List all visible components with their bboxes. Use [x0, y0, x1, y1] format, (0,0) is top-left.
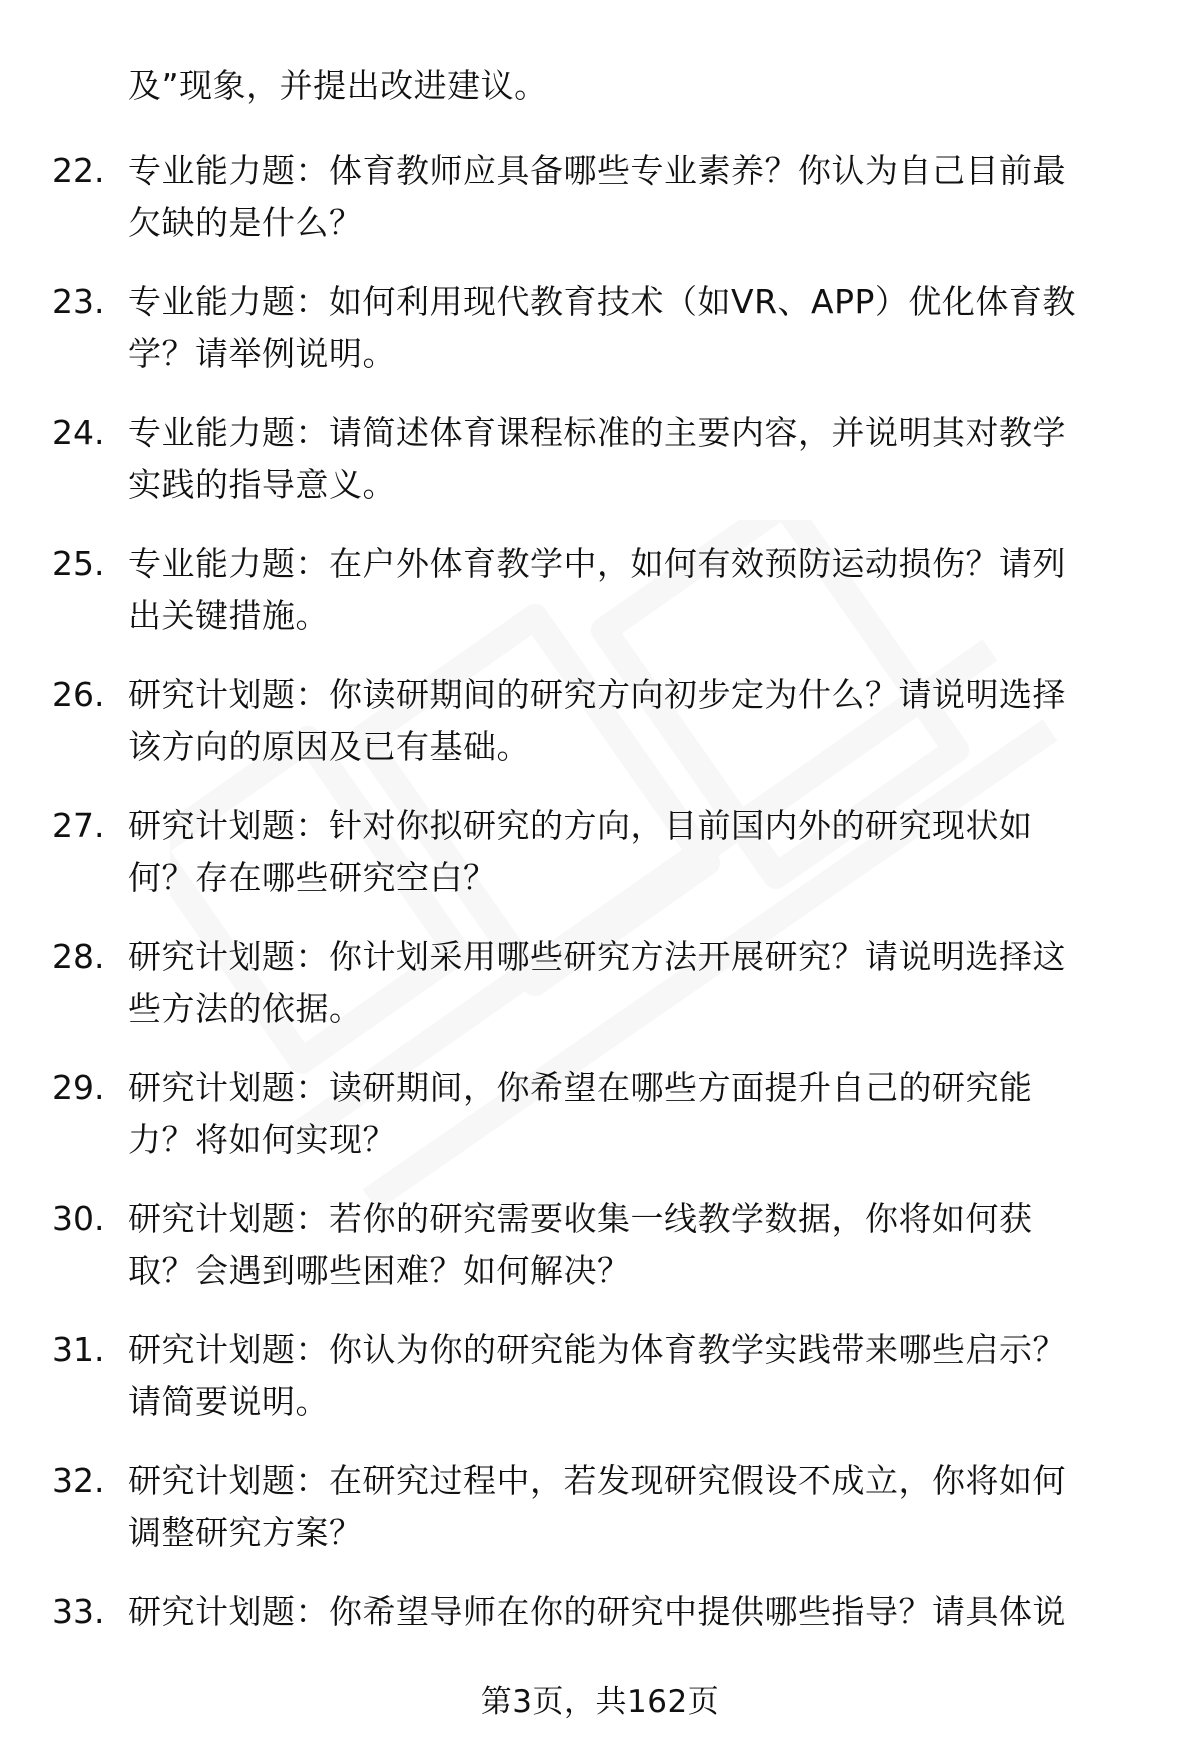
question-number: 25. — [52, 544, 105, 583]
question-number: 31. — [52, 1330, 105, 1369]
question-text-line: 研究计划题：在研究过程中，若发现研究假设不成立，你将如何 — [128, 1461, 1066, 1500]
question-text-line: 专业能力题：在户外体育教学中，如何有效预防运动损伤？请列 — [128, 544, 1066, 583]
question-text-line: 研究计划题：你计划采用哪些研究方法开展研究？请说明选择这 — [128, 937, 1066, 976]
question-text-line: 出关键措施。 — [128, 596, 329, 635]
question-number: 23. — [52, 282, 105, 321]
question-text-line: 些方法的依据。 — [128, 989, 363, 1028]
question-text — [128, 931, 1148, 1035]
question-text — [128, 407, 1148, 511]
question-number: 22. — [52, 151, 105, 190]
question-list — [0, 145, 1200, 1717]
question-item — [0, 931, 1200, 1062]
question-text — [128, 538, 1148, 642]
question-text-line: 调整研究方案？ — [128, 1513, 363, 1552]
question-text-line: 研究计划题：你读研期间的研究方向初步定为什么？请说明选择 — [128, 675, 1066, 714]
question-text-line: 力？将如何实现？ — [128, 1120, 396, 1159]
question-item — [0, 800, 1200, 931]
question-item — [0, 145, 1200, 276]
question-text-line: 专业能力题：请简述体育课程标准的主要内容，并说明其对教学 — [128, 413, 1066, 452]
question-text-line: 研究计划题：针对你拟研究的方向，目前国内外的研究现状如 — [128, 806, 1033, 845]
question-item — [0, 1324, 1200, 1455]
question-text-line: 研究计划题：你希望导师在你的研究中提供哪些指导？请具体说 — [128, 1592, 1066, 1631]
question-number: 24. — [52, 413, 105, 452]
question-number: 30. — [52, 1199, 105, 1238]
question-text-line: 专业能力题：体育教师应具备哪些专业素养？你认为自己目前最 — [128, 151, 1066, 190]
question-item — [0, 538, 1200, 669]
question-number: 28. — [52, 937, 105, 976]
question-text-line: 请简要说明。 — [128, 1382, 329, 1421]
question-text — [128, 145, 1148, 249]
question-number: 27. — [52, 806, 105, 845]
question-text-line: 何？存在哪些研究空白？ — [128, 858, 497, 897]
question-text — [128, 669, 1148, 773]
question-number: 26. — [52, 675, 105, 714]
question-text — [128, 1586, 1148, 1638]
question-item — [0, 1193, 1200, 1324]
continuation-text: 及”现象，并提出改进建议。 — [128, 66, 548, 105]
question-text — [128, 276, 1148, 380]
question-text-line: 取？会遇到哪些困难？如何解决？ — [128, 1251, 631, 1290]
question-text-line: 研究计划题：读研期间，你希望在哪些方面提升自己的研究能 — [128, 1068, 1033, 1107]
question-number: 32. — [52, 1461, 105, 1500]
question-text — [128, 1193, 1148, 1297]
question-item — [0, 1062, 1200, 1193]
question-text-line: 该方向的原因及已有基础。 — [128, 727, 530, 766]
page-footer: 第3页，共162页 — [480, 1684, 720, 1720]
question-text-line: 研究计划题：若你的研究需要收集一线教学数据，你将如何获 — [128, 1199, 1033, 1238]
question-text-line: 研究计划题：你认为你的研究能为体育教学实践带来哪些启示？ — [128, 1330, 1066, 1369]
question-text-line: 学？请举例说明。 — [128, 334, 396, 373]
question-item — [0, 407, 1200, 538]
question-text-line: 实践的指导意义。 — [128, 465, 396, 504]
question-text — [128, 1324, 1148, 1428]
question-number: 33. — [52, 1592, 105, 1631]
question-text — [128, 1455, 1148, 1559]
question-number: 29. — [52, 1068, 105, 1107]
question-text — [128, 1062, 1148, 1166]
question-text-line: 专业能力题：如何利用现代教育技术（如VR、APP）优化体育教 — [128, 282, 1076, 321]
question-item — [0, 669, 1200, 800]
question-item — [0, 276, 1200, 407]
question-item — [0, 1455, 1200, 1586]
question-text-line: 欠缺的是什么？ — [128, 203, 363, 242]
question-text — [128, 800, 1148, 904]
